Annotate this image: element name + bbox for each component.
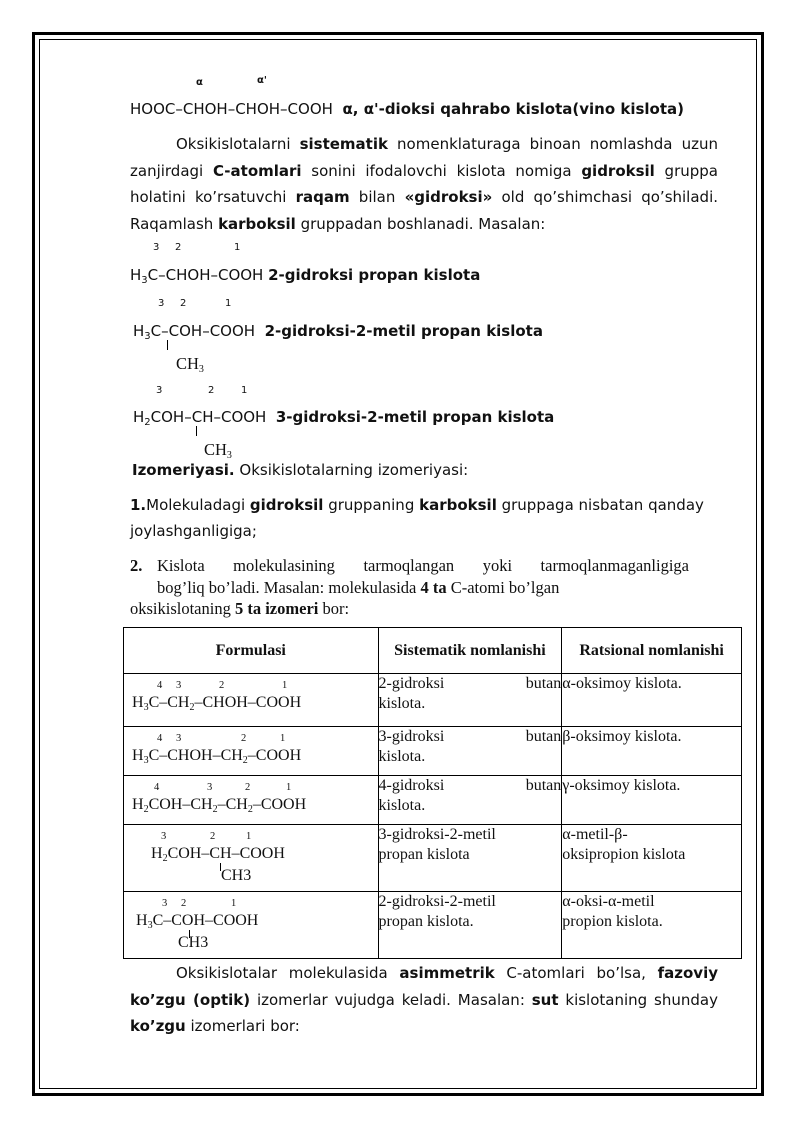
para-line-1: Oksikislotalarni sistematik nomenklaturaga binoan nomlashda uzun [176,135,718,153]
para-line-3: holatini ko’rsatuvchi raqam bilan «gidroksi» old qo’shimchasi qo’shiladi. [130,188,719,206]
rational-cell: α-oksimoy kislota. [562,674,742,727]
example-1: $H_3C-CHOH$–COOH 2-gidroksi propan kislota [130,266,481,286]
isomerism-heading: Izomeriyasi. Oksikislotalarning izomeriyasi: [132,461,469,479]
closing-line-3: ko’zgu izomerlari bor: [130,1017,300,1035]
example-3: $H_2COH-CH$–COOH 3-gidroksi-2-metil propan kislota [133,408,555,428]
carbon-number: 1 [241,385,248,396]
isomers-table [123,627,742,959]
closing-line-1: Oksikislotalar molekulasida asimmetrik C-atomlari bo’lsa, fazoviy [176,964,718,982]
formula-cell: 4 3 2 1 $H_3C-CH_2-CHOH$–COOH [132,680,302,713]
carbon-number: 1 [225,298,232,309]
closing-paragraph [130,960,718,1040]
example-3-name: 3-gidroksi-2-metil propan kislota [275,408,555,426]
header-systematic: Sistematik nomlanishi [378,628,562,674]
table-row [124,892,742,959]
systematic-paragraph [130,131,718,237]
systematic-cell: 4-gidroksi butan kislota. [378,776,562,825]
systematic-cell: 2-gidroksi butan kislota. [378,674,562,727]
alpha-label: α [196,77,203,88]
formula-cell: 3 2 1 $H_2COH-CH$–COOH CH3 [151,831,285,884]
table-row [124,674,742,727]
rational-cell: α-metil-β- oksipropion kislota [562,825,742,892]
isomerism-item-2: Kislota molekulasining tarmoqlangan yoki tarmoqlanmaganligiga [157,556,689,575]
formula-cell: 4 3 2 1 $H_2COH-CH_2-CH_2$–COOH [132,782,307,815]
formula-cell: 4 3 2 1 $H_3C-CHOH-CH_2$–COOH [132,733,302,766]
isomerism-item-2-line-3: oksikislotaning 5 ta izomeri bor: [130,599,350,618]
table-header-row [124,628,742,674]
header-formula: Formulasi [124,628,379,674]
carbon-number: 2 [180,298,187,309]
carbon-number: 3 [153,242,160,253]
isomerism-item-1-cont: joylashganligiga; [130,522,257,540]
carbon-number: 2 [175,242,182,253]
rational-cell: α-oksi-α-metil propion kislota. [562,892,742,959]
para-line-2: zanjirdagi C-atomlari sonini ifodalovchi kislota nomiga gidroksil gruppa [130,161,718,180]
systematic-cell: 3-gidroksi-2-metil propan kislota [378,825,562,892]
intro-name: α, α'-dioksi qahrabo kislota(vino kislota) [342,100,684,118]
formula-cell: 3 2 1 $H_3C-COH$–COOH CH3 [136,898,259,951]
table-row [124,727,742,776]
systematic-cell: 2-gidroksi-2-metil propan kislota. [378,892,562,959]
carbon-number: 2 [208,385,215,396]
systematic-cell: 3-gidroksi butan kislota. [378,727,562,776]
example-2: $H_3C-COH$–COOH 2-gidroksi-2-metil propan kislota [133,322,543,342]
closing-line-2: ko’zgu (optik) izomerlar vujudga keladi. Masalan: sut kislotaning shunday [130,990,718,1009]
table-row [124,825,742,892]
table-row [124,776,742,825]
carbon-number: 3 [158,298,165,309]
example-2-name: 2-gidroksi-2-metil propan kislota [264,322,543,340]
branch-bond [196,426,197,436]
isomerism-item-2-line-2: bog’liq bo’ladi. Masalan: molekulasida 4 ta C-atomi bo’lgan [157,578,560,597]
para-line-4: Raqamlash karboksil gruppadan boshlanadi. Masalan: [130,214,546,233]
alpha-prime-label: α' [257,75,267,86]
header-rational: Ratsional nomlanishi [562,628,742,674]
isomerism-item-2-num: 2. [130,556,143,575]
intro-line [130,100,684,118]
intro-formula: HOOC–CHOH–CHOH–COOH [130,100,333,118]
rational-cell: γ-oksimoy kislota. [562,776,742,825]
carbon-number: 3 [156,385,163,396]
carbon-number: 1 [234,242,241,253]
example-2-branch: $CH_3$ [176,354,204,375]
isomerism-item-1: 1.Molekuladagi gidroksil gruppaning karboksil gruppaga nisbatan qanday [130,496,704,514]
rational-cell: β-oksimoy kislota. [562,727,742,776]
example-3-branch: $CH_3$ [204,440,232,461]
example-1-name: 2-gidroksi propan kislota [268,266,481,284]
branch-bond [167,340,168,350]
